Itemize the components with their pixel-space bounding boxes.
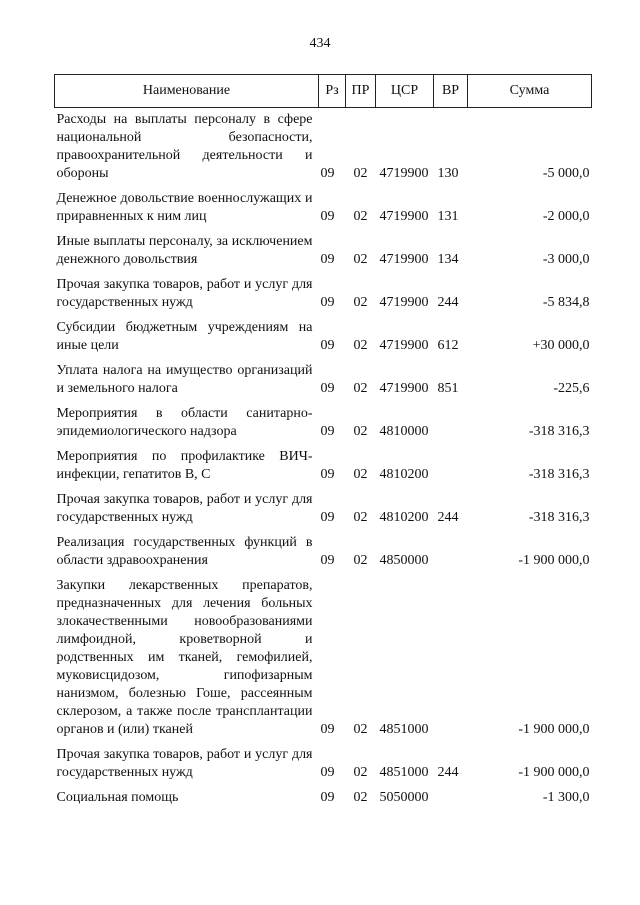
row-rz: 09	[320, 722, 335, 737]
row-rz: 09	[320, 166, 335, 181]
row-pr: 02	[353, 338, 368, 353]
table-row	[55, 187, 592, 230]
header-rz: Рз	[319, 75, 346, 108]
row-rz: 09	[320, 381, 335, 396]
row-name: Прочая закупка товаров, работ и услуг для государственных нужд	[56, 492, 313, 525]
row-vr: 131	[437, 209, 459, 224]
row-rz: 09	[320, 424, 335, 439]
row-vr	[434, 445, 468, 488]
row-pr: 02	[353, 722, 368, 737]
row-vr: 244	[437, 510, 459, 525]
table-row	[55, 402, 592, 445]
table-row	[55, 359, 592, 402]
row-sum: -318 316,3	[528, 467, 590, 482]
row-csr: 4719900	[379, 381, 429, 396]
header-pr: ПР	[346, 75, 376, 108]
row-csr: 4719900	[379, 166, 429, 181]
row-pr: 02	[353, 510, 368, 525]
row-sum: -5 000,0	[542, 166, 590, 181]
row-sum: -318 316,3	[528, 510, 590, 525]
row-vr: 130	[437, 166, 459, 181]
budget-table	[54, 74, 592, 811]
row-rz: 09	[320, 252, 335, 267]
header-name: Наименование	[55, 75, 319, 108]
table-row	[55, 488, 592, 531]
row-sum: -2 000,0	[542, 209, 590, 224]
row-csr: 4810000	[379, 424, 429, 439]
row-sum: -225,6	[553, 381, 590, 396]
row-rz: 09	[320, 467, 335, 482]
row-vr	[434, 402, 468, 445]
header-sum: Сумма	[468, 75, 592, 108]
row-sum: -318 316,3	[528, 424, 590, 439]
row-vr: 134	[437, 252, 459, 267]
row-csr: 4719900	[379, 295, 429, 310]
row-csr: 4851000	[379, 765, 429, 780]
page-number: 434	[309, 36, 331, 51]
table-row	[55, 786, 592, 811]
row-rz: 09	[320, 765, 335, 780]
row-sum: +30 000,0	[532, 338, 590, 353]
table-row	[55, 743, 592, 786]
table-row	[55, 108, 592, 188]
row-vr: 244	[437, 295, 459, 310]
row-name: Социальная помощь	[56, 790, 179, 805]
row-sum: -5 834,8	[542, 295, 590, 310]
row-pr: 02	[353, 295, 368, 310]
table-row	[55, 531, 592, 574]
table-row	[55, 574, 592, 743]
row-vr	[434, 574, 468, 743]
row-pr: 02	[353, 790, 368, 805]
row-name: Мероприятия по профилактике ВИЧ-инфекции, гепатитов В, С	[56, 449, 313, 482]
row-name: Закупки лекарственных препаратов, предназначенных для лечения больных злокачественными новообразованиями лимфоидной, кроветворной и родственных им тканей, гемофилией, муковисцидозом, гипофизарным нанизмом, болезнью Гоше, рассеянным склерозом, а также после трансплантации органов и (или) тканей	[56, 578, 313, 737]
row-csr: 4810200	[379, 467, 429, 482]
row-pr: 02	[353, 252, 368, 267]
row-csr: 4719900	[379, 338, 429, 353]
row-sum: -1 900 000,0	[518, 722, 590, 737]
table-row	[55, 230, 592, 273]
row-sum: -1 300,0	[542, 790, 590, 805]
row-rz: 09	[320, 209, 335, 224]
row-name: Мероприятия в области санитарно-эпидемиологического надзора	[56, 406, 313, 439]
row-csr: 4719900	[379, 252, 429, 267]
table-row	[55, 273, 592, 316]
row-name: Уплата налога на имущество организаций и земельного налога	[56, 363, 313, 396]
row-name: Расходы на выплаты персоналу в сфере национальной безопасности, правоохранительной деятельности и обороны	[56, 112, 313, 181]
row-name: Прочая закупка товаров, работ и услуг для государственных нужд	[56, 747, 313, 780]
row-sum: -1 900 000,0	[518, 553, 590, 568]
row-rz: 09	[320, 338, 335, 353]
row-vr	[434, 531, 468, 574]
row-pr: 02	[353, 765, 368, 780]
row-csr: 4719900	[379, 209, 429, 224]
row-name: Денежное довольствие военнослужащих и приравненных к ним лиц	[56, 191, 313, 224]
row-rz: 09	[320, 790, 335, 805]
row-csr: 4851000	[379, 722, 429, 737]
header-vr: ВР	[434, 75, 468, 108]
row-vr: 244	[437, 765, 459, 780]
row-vr: 851	[437, 381, 459, 396]
row-rz: 09	[320, 295, 335, 310]
table-row	[55, 316, 592, 359]
row-vr: 612	[437, 338, 459, 353]
row-pr: 02	[353, 467, 368, 482]
row-pr: 02	[353, 209, 368, 224]
row-csr: 4850000	[379, 553, 429, 568]
row-pr: 02	[353, 424, 368, 439]
row-csr: 4810200	[379, 510, 429, 525]
row-pr: 02	[353, 381, 368, 396]
table-row	[55, 445, 592, 488]
row-pr: 02	[353, 553, 368, 568]
header-csr: ЦСР	[376, 75, 434, 108]
row-name: Прочая закупка товаров, работ и услуг для государственных нужд	[56, 277, 313, 310]
row-vr	[434, 786, 468, 811]
row-pr: 02	[353, 166, 368, 181]
row-name: Иные выплаты персоналу, за исключением денежного довольствия	[56, 234, 313, 267]
row-csr: 5050000	[379, 790, 429, 805]
row-sum: -3 000,0	[542, 252, 590, 267]
table-header-row	[55, 75, 592, 108]
row-name: Субсидии бюджетным учреждениям на иные цели	[56, 320, 313, 353]
row-rz: 09	[320, 510, 335, 525]
row-rz: 09	[320, 553, 335, 568]
row-sum: -1 900 000,0	[518, 765, 590, 780]
row-name: Реализация государственных функций в области здравоохранения	[56, 535, 313, 568]
